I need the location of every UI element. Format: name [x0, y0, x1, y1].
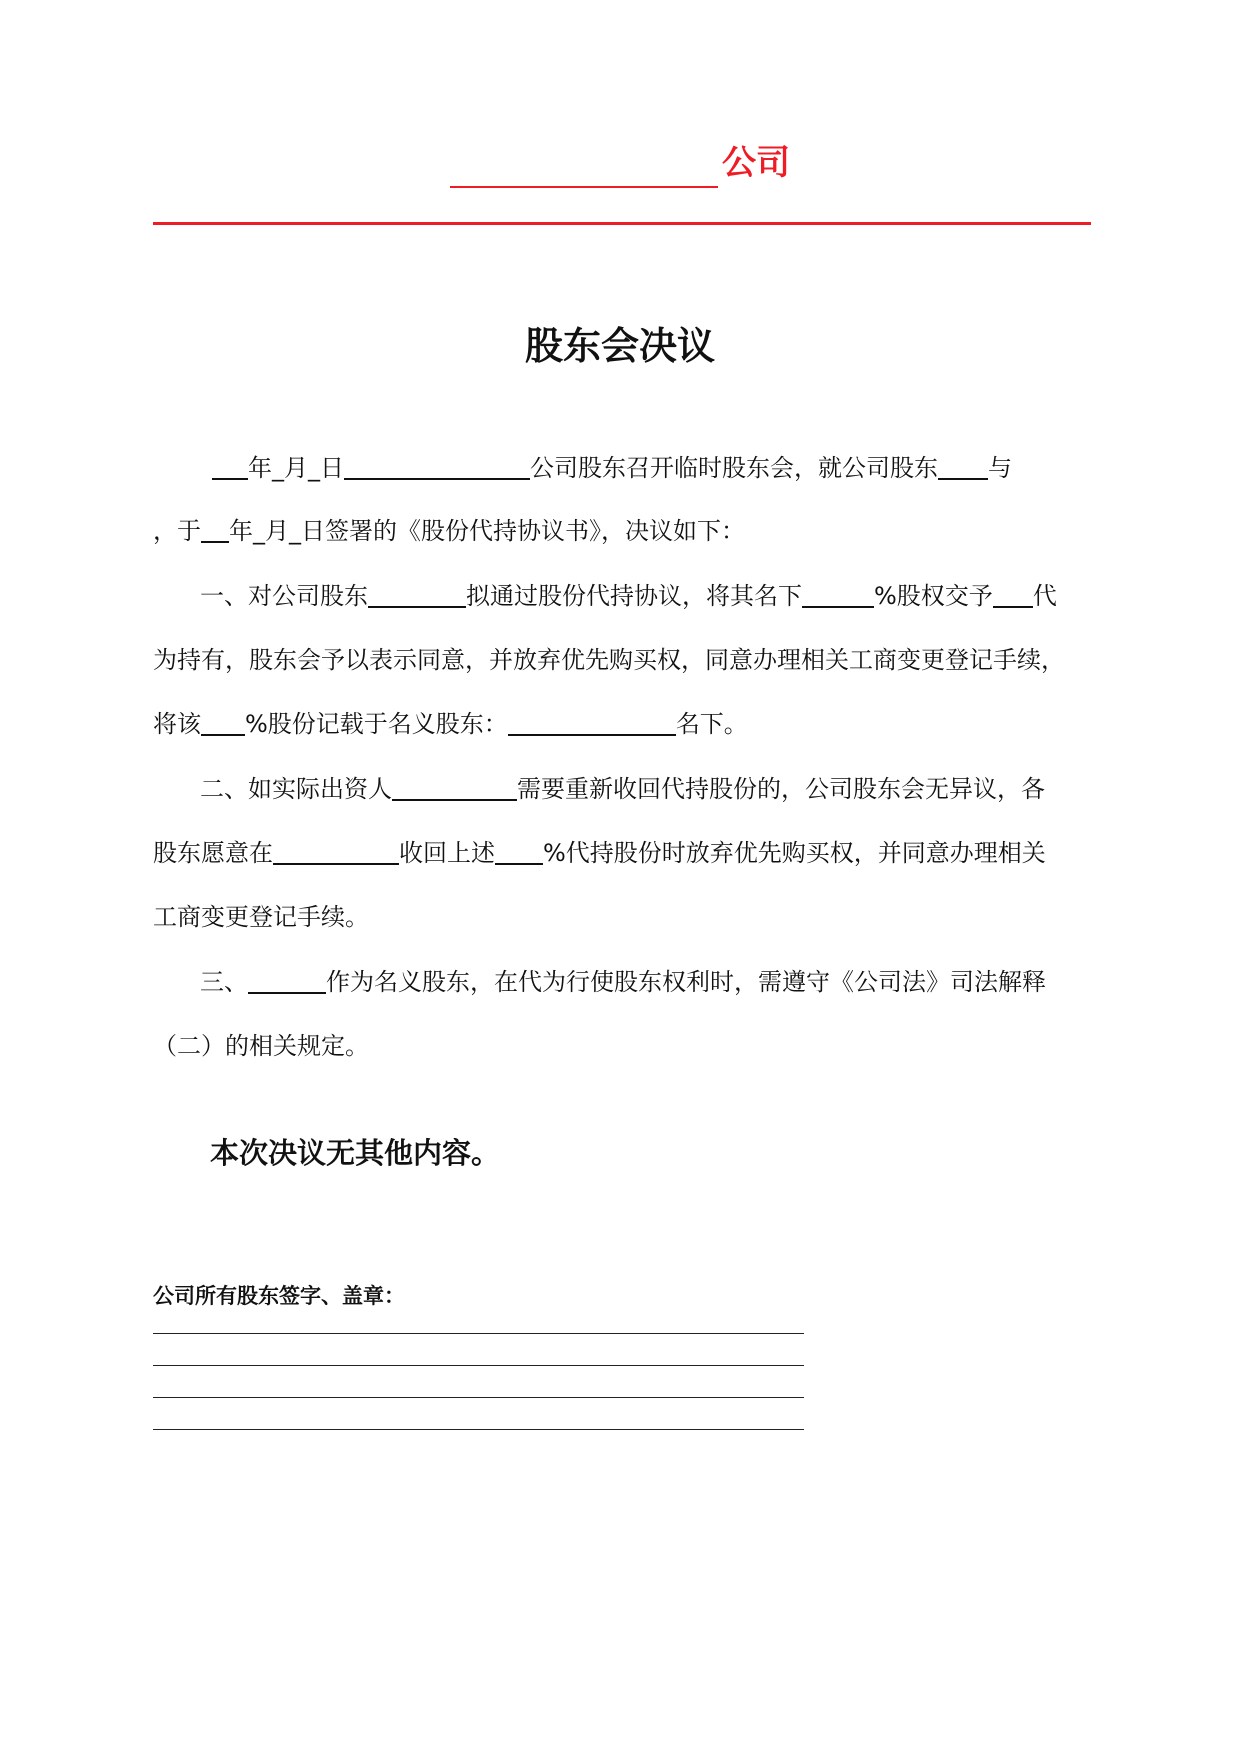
company-blank[interactable]: [344, 448, 530, 480]
item2-text-d: 收回上述: [399, 839, 495, 867]
intro-with-text: 与: [988, 454, 1012, 482]
intro-on-text: ，于: [153, 517, 201, 545]
item2-line-2: [153, 833, 1113, 873]
item3-line-2: （二）的相关规定。: [153, 1032, 369, 1060]
reclaim-percent-blank[interactable]: [495, 833, 543, 865]
signature-label: 公司所有股东签字、盖章：: [153, 1284, 405, 1308]
company-suffix: 公司: [722, 143, 790, 183]
equity-percent-blank[interactable]: [802, 576, 874, 608]
reclaim-party-blank[interactable]: [273, 833, 399, 865]
signature-line-4[interactable]: [153, 1429, 804, 1430]
item2-line-3: 工商变更登记手续。: [153, 903, 369, 931]
header-red-rule: [153, 222, 1091, 225]
item2-text-e: %代持股份时放弃优先购买权，并同意办理相关: [543, 839, 1046, 867]
sign-year-blank[interactable]: [201, 511, 229, 543]
nominal-holder-blank[interactable]: [248, 962, 326, 994]
item2-text-b: 需要重新收回代持股份的，公司股东会无异议，各: [517, 775, 1045, 803]
item1-text-g: 名下。: [675, 710, 748, 738]
intro-line-1: [212, 448, 1172, 488]
item1-text-b: 拟通过股份代持协议，将其名下: [466, 582, 802, 610]
item1-text-d: 代: [1032, 582, 1057, 610]
company-name-blank[interactable]: [450, 146, 718, 188]
intro-date-text: 年_月_日: [248, 454, 344, 482]
share-percent-blank[interactable]: [201, 704, 245, 736]
actual-investor-blank[interactable]: [392, 769, 517, 801]
signature-line-2[interactable]: [153, 1365, 804, 1366]
item1-text-a: 一、对公司股东: [200, 582, 368, 610]
item1-line-1: [200, 576, 1160, 616]
company-header: [0, 138, 1240, 188]
item1-text-c: %股权交予: [874, 582, 993, 610]
transferor-blank[interactable]: [368, 576, 466, 608]
item1-line-2: 为持有，股东会予以表示同意，并放弃优先购买权，同意办理相关工商变更登记手续，: [153, 646, 1065, 674]
item3-text-b: 作为名义股东，在代为行使股东权利时，需遵守《公司法》司法解释: [326, 968, 1046, 996]
item1-text-e: 将该: [153, 710, 201, 738]
intro-line-2: [153, 511, 1113, 551]
item3-text-a: 三、: [200, 968, 248, 996]
signature-line-3[interactable]: [153, 1397, 804, 1398]
item1-line-3: [153, 704, 1113, 744]
item2-text-c: 股东愿意在: [153, 839, 273, 867]
year-blank[interactable]: [212, 448, 248, 480]
item2-text-a: 二、如实际出资人: [200, 775, 392, 803]
shareholder-a-blank[interactable]: [938, 448, 988, 480]
intro-meeting-text: 公司股东召开临时股东会，就公司股东: [530, 454, 938, 482]
document-title: 股东会决议: [524, 324, 715, 368]
nominee-blank[interactable]: [993, 576, 1033, 608]
signature-line-1[interactable]: [153, 1333, 804, 1334]
intro-agreement-text: 年_月_日签署的《股份代持协议书》，决议如下：: [229, 517, 745, 545]
closing-statement: 本次决议无其他内容。: [210, 1136, 501, 1170]
item3-line-1: [200, 962, 1160, 1002]
item2-line-1: [200, 769, 1160, 809]
nominal-shareholder-blank[interactable]: [508, 704, 676, 736]
item1-text-f: %股份记载于名义股东：: [245, 710, 508, 738]
